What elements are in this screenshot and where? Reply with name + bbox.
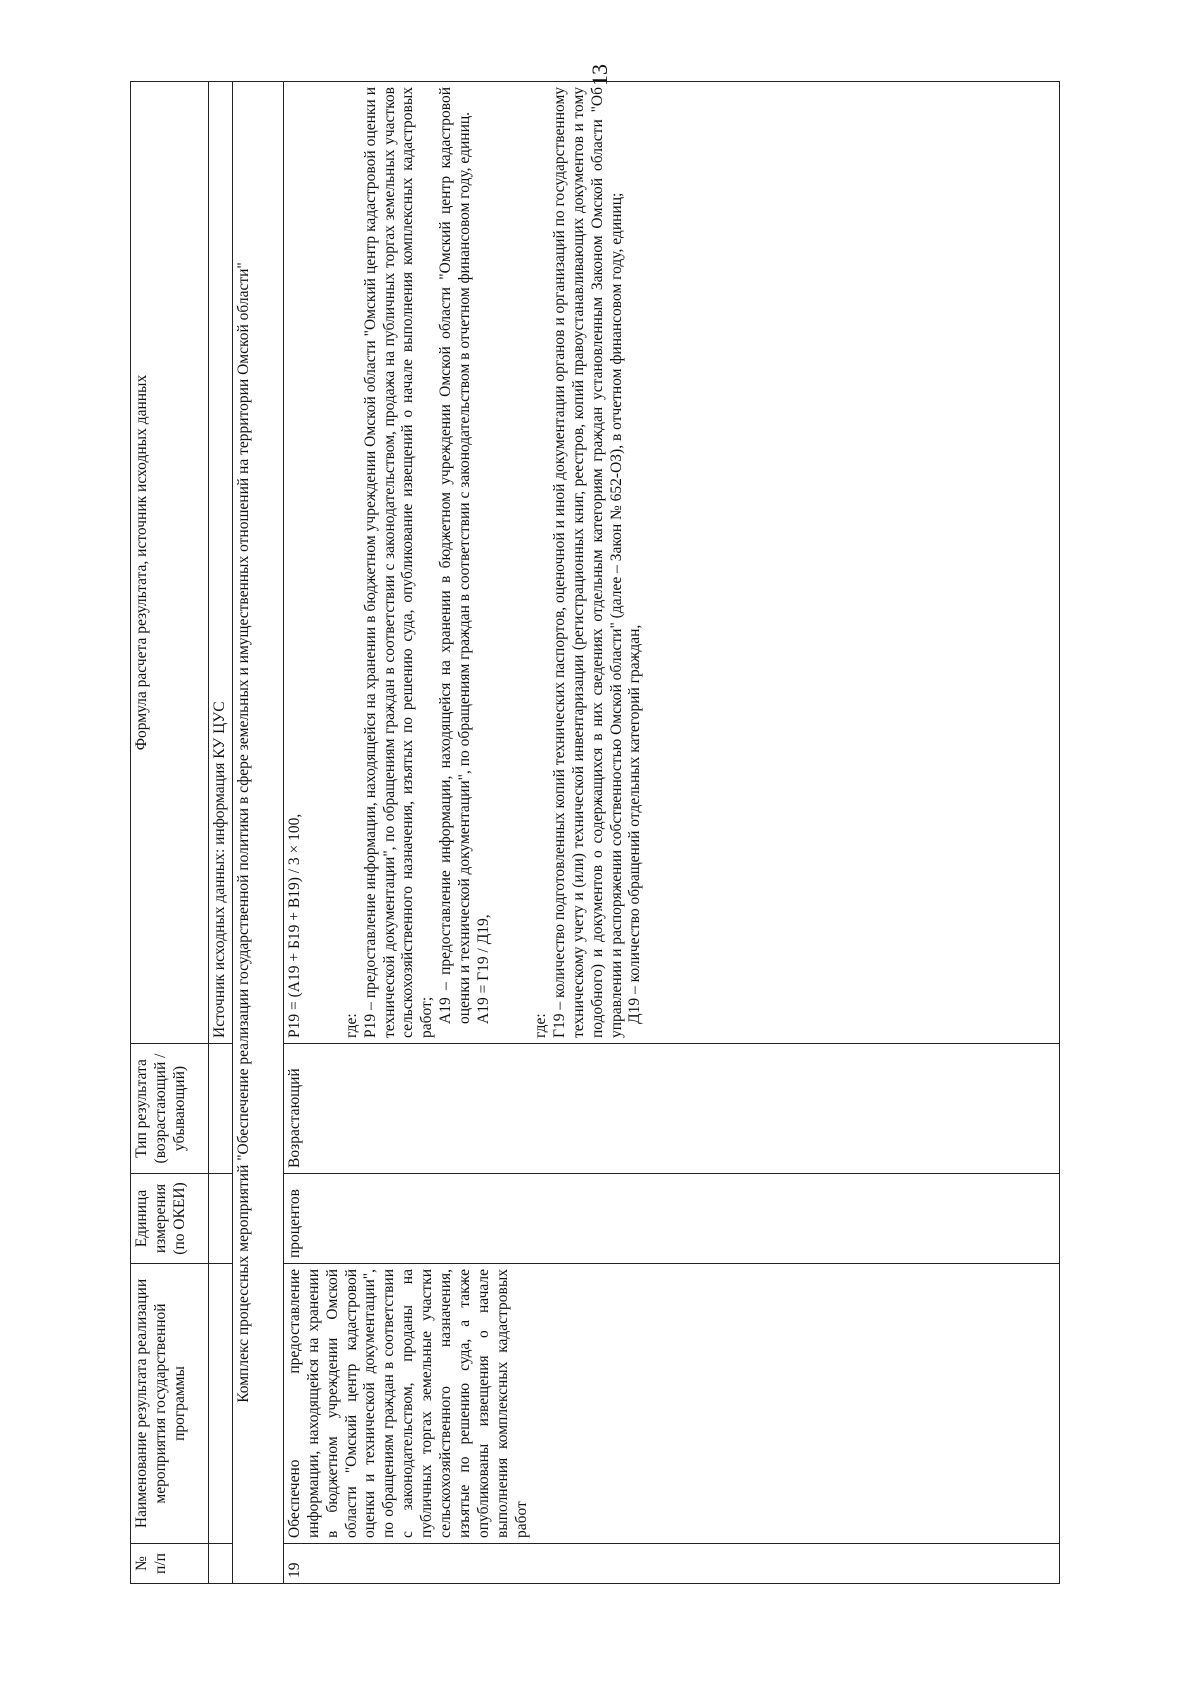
row-formula-cell bbox=[283, 82, 1059, 1044]
header-unit: Единица измерения (по ОКЕИ) bbox=[131, 1174, 209, 1264]
source-text: Источник исходных данных: информация КУ ЦУС bbox=[209, 82, 233, 1044]
formula-a19: А19 = Г19 / Д19, bbox=[475, 914, 493, 1024]
row-name: Обеспечено предоставление информации, находящейся на хранении в бюджетном учреждении Омской области "Омский центр кадастровой оценки и технической документации", по обращениям граждан в соответствии с законодательством, проданы на публичных торгах земельные участки сельскохозяйственного назначения, изъятые по решению суда, а также опубликованы извещения о начале выполнения комплексных кадастровых работ bbox=[283, 1264, 1059, 1544]
table-row bbox=[283, 82, 1059, 1584]
definition-r19: Р19 – предоставление информации, находящейся на хранении в бюджетном учреждении Омской области "Омский центр кадастровой оценки и технической документации", по обращениям граждан в соответствии с законодательством, продажа на публичных торгах земельных участков сельскохозяйственного назначения, изъятых по решению суда, опубликование извещений о начале выполнения комплексных кадастровых работ; bbox=[361, 87, 436, 1038]
header-num: № п/п bbox=[131, 1544, 209, 1584]
page-number: 13 bbox=[587, 64, 612, 86]
where-label-1: где: bbox=[342, 1013, 360, 1038]
table-header-row bbox=[131, 82, 209, 1584]
results-table bbox=[130, 81, 1060, 1584]
definition-g19: Г19 – количество подготовленных копий технических паспортов, оценочной и иной документации органов и организаций по государственному техническому учету и (или) технической инвентаризации (регистрационных книг, реестров, копий правоустанавливающих документов и тому подобного) и документов о содержащихся в них сведениях отдельным категориям граждан установленным Законом Омской области "Об управлении и распоряжении собственностью Омской области" (далее – Закон № 652-ОЗ), в отчетном финансовом году, единиц; bbox=[550, 87, 625, 1038]
section-title: Комплекс процессных мероприятий "Обеспечение реализации государственной политики в сфере земельных и имущественных отношений на территории Омской области" bbox=[232, 82, 283, 1584]
formula-main: Р19 = (А19 + Б19 + В19) / 3 × 100, bbox=[285, 813, 303, 1038]
row-num: 19 bbox=[283, 1544, 1059, 1584]
header-formula: Формула расчета результата, источник исходных данных bbox=[131, 82, 209, 1044]
row-unit: процентов bbox=[283, 1174, 1059, 1264]
results-table-sheet bbox=[130, 82, 1060, 1584]
definition-d19: Д19 – количество обращений отдельных категорий граждан, bbox=[626, 624, 644, 1024]
header-name: Наименование результата реализации мероприятия государственной программы bbox=[131, 1264, 209, 1544]
header-type: Тип результата (возрастающий / убывающий) bbox=[131, 1044, 209, 1174]
source-row bbox=[209, 82, 233, 1584]
row-type: Возрастающий bbox=[283, 1044, 1059, 1174]
definition-a19: А19 – предоставление информации, находящейся на хранении в бюджетном учреждении Омской области "Омский центр кадастровой оценки и технической документации", по обращениям граждан в соответствии с законодательством в отчетном финансовом году, единиц. bbox=[437, 87, 474, 1024]
section-row bbox=[232, 82, 283, 1584]
where-label-2: где: bbox=[531, 1013, 549, 1038]
